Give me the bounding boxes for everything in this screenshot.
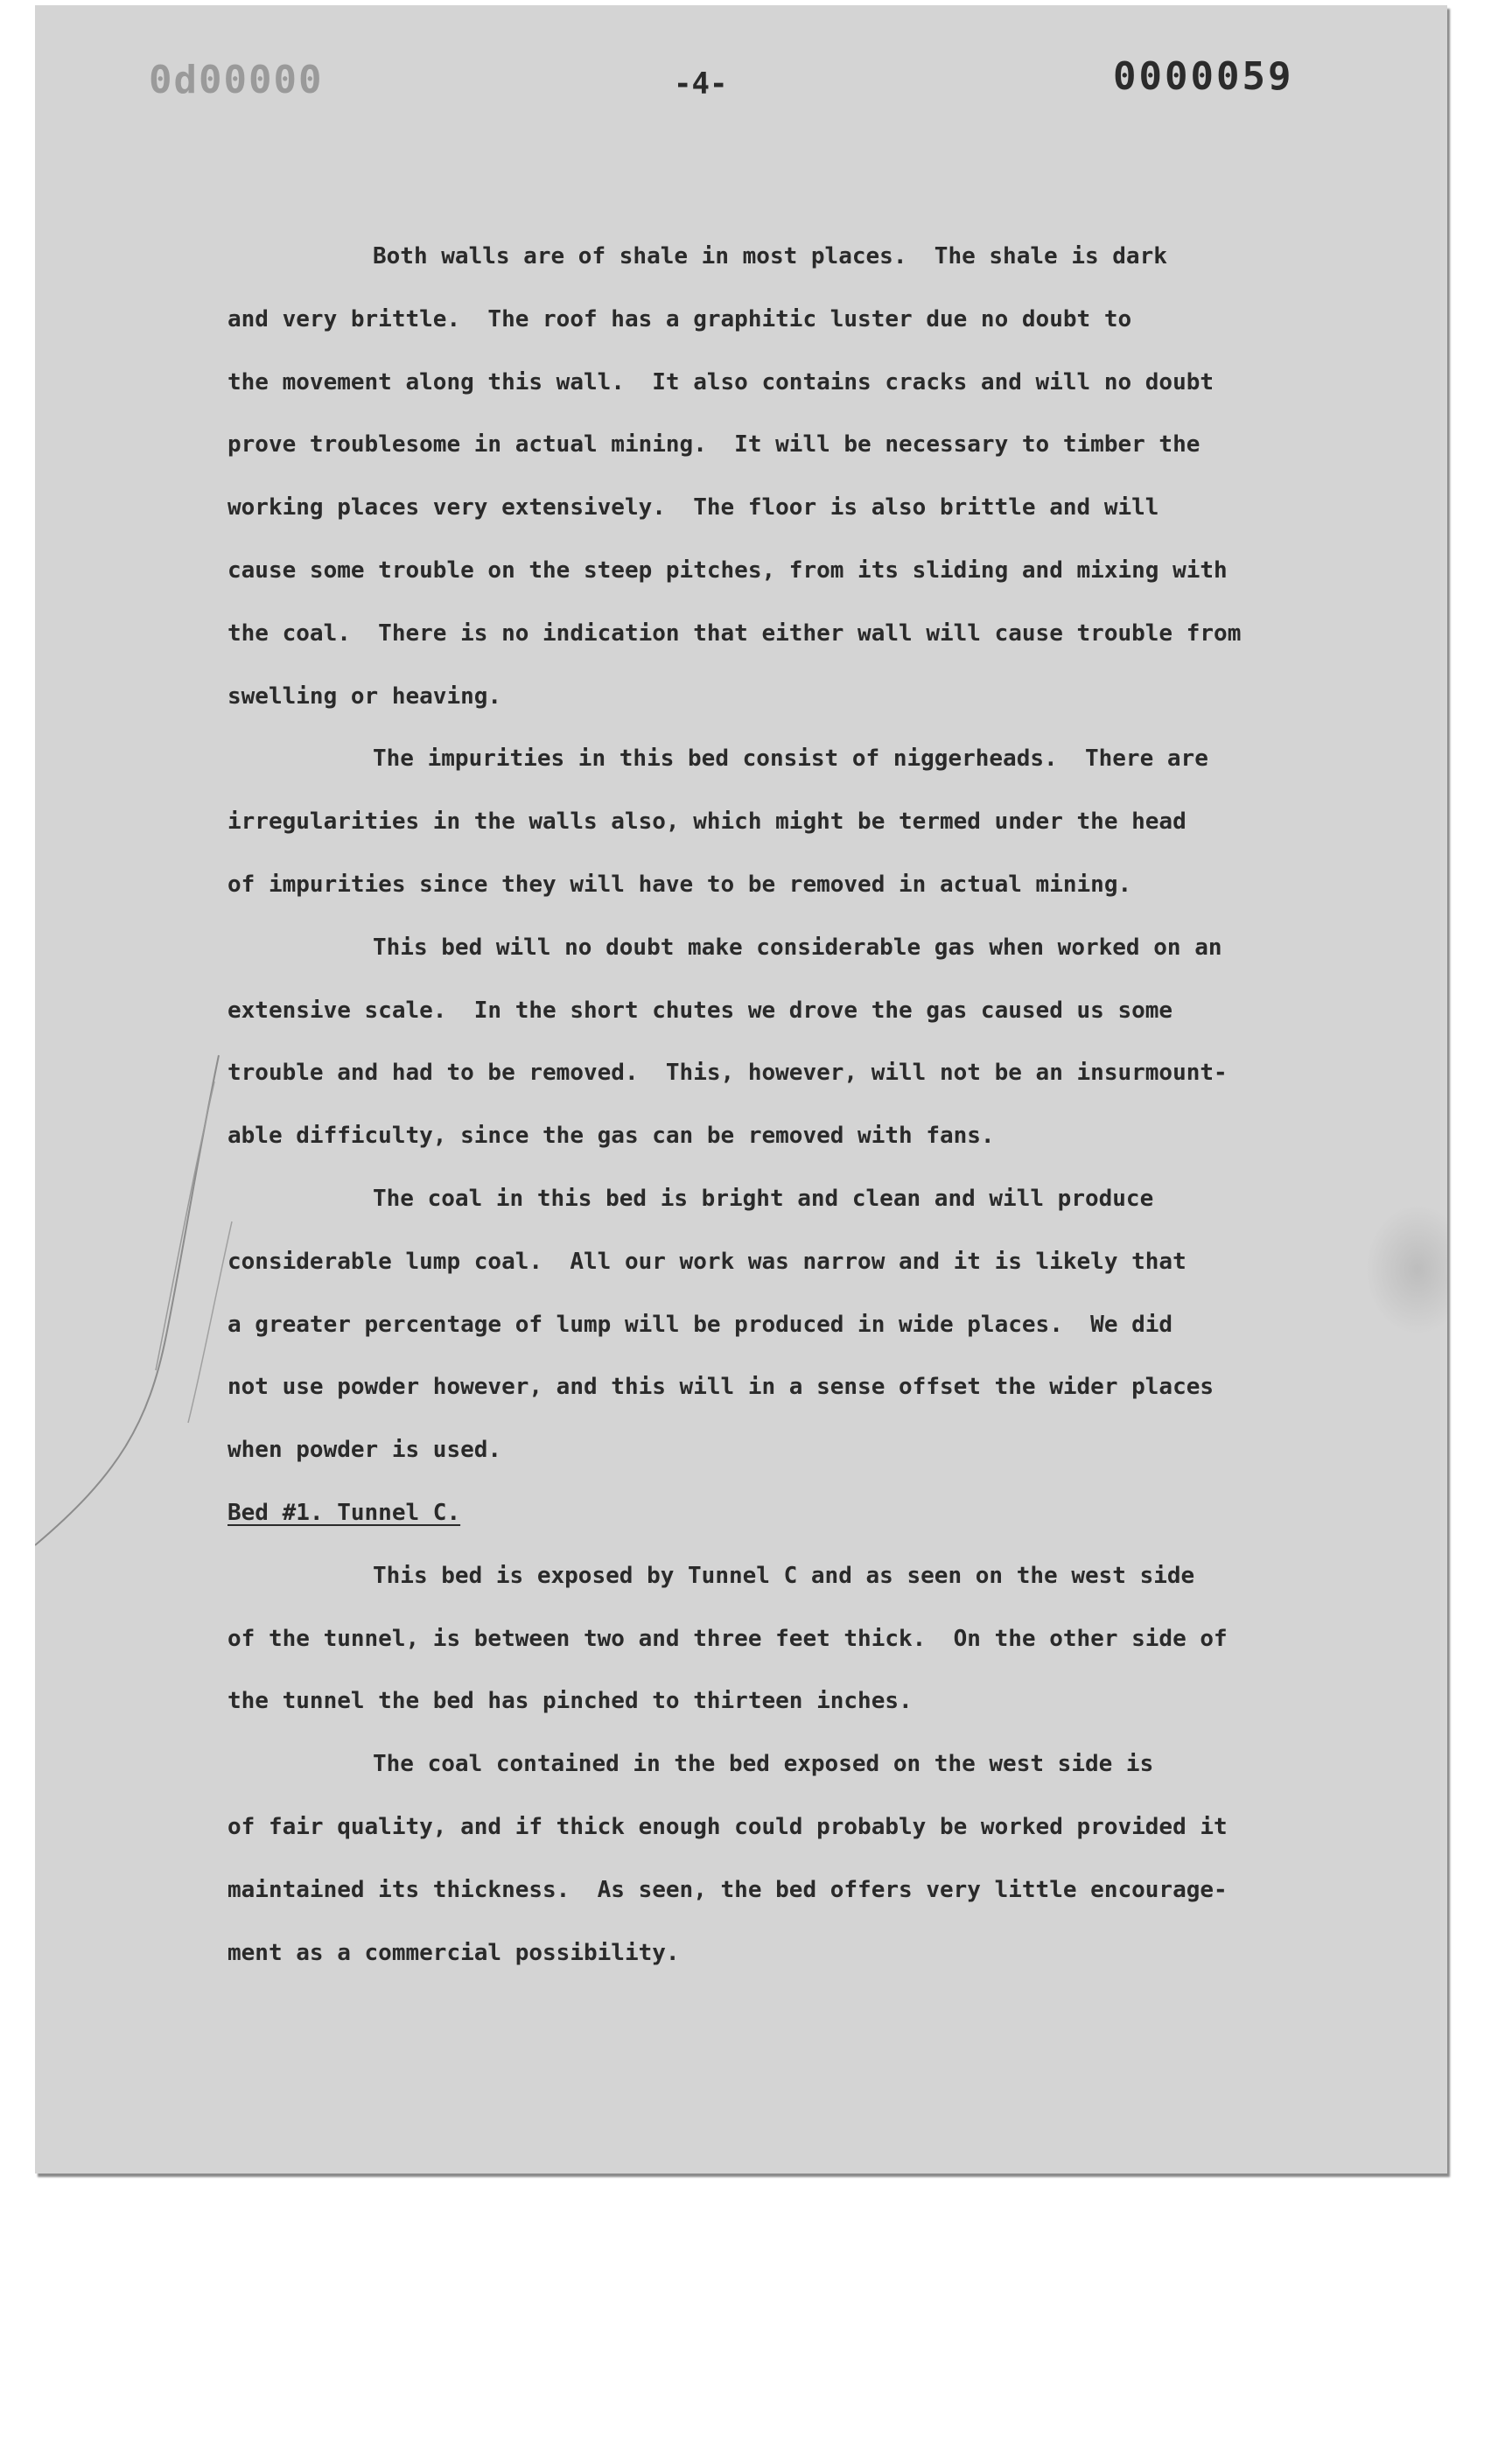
text-line [228,1356,1365,1419]
text-line [228,1608,1365,1671]
page-number: -4- [674,66,728,102]
text-line-content: extensive scale. In the short chutes we drove the gas caused us some [228,997,1173,1024]
text-line [228,477,1365,540]
text-line-content: not use powder however, and this will in a sense offset the wider places [228,1374,1214,1401]
document-number: 0000059 [1113,54,1294,99]
text-line-content: The coal contained in the bed exposed on the west side is [373,1751,1154,1778]
text-line [228,917,1365,980]
text-line [228,728,1365,791]
text-line [228,980,1365,1043]
text-line [228,1922,1365,1985]
text-line [228,1419,1365,1482]
text-line [228,666,1365,729]
text-line-content: trouble and had to be removed. This, however, will not be an insurmount- [228,1060,1228,1087]
text-line [228,1168,1365,1231]
text-line-content: of impurities since they will have to be removed in actual mining. [228,871,1132,898]
text-line [228,603,1365,666]
text-line-content: This bed will no doubt make considerable gas when worked on an [373,934,1222,961]
text-line-content: Both walls are of shale in most places. The shale is dark [373,243,1167,270]
text-line-content: a greater percentage of lump will be produced in wide places. We did [228,1311,1173,1338]
text-line-content: and very brittle. The roof has a graphitic luster due no doubt to [228,305,1132,332]
text-line [228,1670,1365,1733]
text-line [228,1733,1365,1796]
text-line-content: This bed is exposed by Tunnel C and as seen on the west side [373,1562,1195,1589]
text-line-content: the tunnel the bed has pinched to thirteen inches. [228,1688,913,1715]
text-line-content: of fair quality, and if thick enough could probably be worked provided it [228,1813,1228,1840]
text-line-content: cause some trouble on the steep pitches, from its sliding and mixing with [228,556,1228,584]
text-line [228,540,1365,603]
text-line-content: able difficulty, since the gas can be removed with fans. [228,1123,995,1150]
text-line-content: when powder is used. [228,1437,502,1464]
text-line-content: the movement along this wall. It also contains cracks and will no doubt [228,368,1214,396]
header-left-number: 0d00000 [149,58,324,102]
text-line [228,289,1365,352]
text-line-content: ment as a commercial possibility. [228,1939,680,1966]
document-page [35,5,1447,2174]
text-line-content: the coal. There is no indication that either wall will cause trouble from [228,620,1242,647]
text-line [228,1105,1365,1168]
text-line-content: The coal in this bed is bright and clean and will produce [373,1185,1154,1212]
section-heading [228,1482,1365,1545]
text-line [228,352,1365,415]
text-line-content: irregularities in the walls also, which might be termed under the head [228,808,1186,836]
text-line [228,1796,1365,1859]
text-line [228,1859,1365,1922]
text-line-content: prove troublesome in actual mining. It will be necessary to timber the [228,431,1200,458]
text-line [228,791,1365,854]
text-line [228,414,1365,477]
text-line-content: maintained its thickness. As seen, the bed offers very little encourage- [228,1876,1228,1903]
text-line-content: working places very extensively. The floor is also brittle and will [228,494,1159,522]
text-line [228,854,1365,917]
text-line-content: swelling or heaving. [228,682,502,710]
text-line [228,226,1365,289]
text-line-content: The impurities in this bed consist of niggerheads. There are [373,746,1208,773]
text-line [228,1545,1365,1608]
text-line-content: Bed #1. Tunnel C. [228,1499,461,1526]
text-line-content: considerable lump coal. All our work was narrow and it is likely that [228,1248,1186,1275]
text-line [228,1042,1365,1105]
text-line [228,1231,1365,1294]
text-line [228,1294,1365,1357]
text-line-content: of the tunnel, is between two and three feet thick. On the other side of [228,1625,1228,1652]
body-text [228,226,1365,1984]
